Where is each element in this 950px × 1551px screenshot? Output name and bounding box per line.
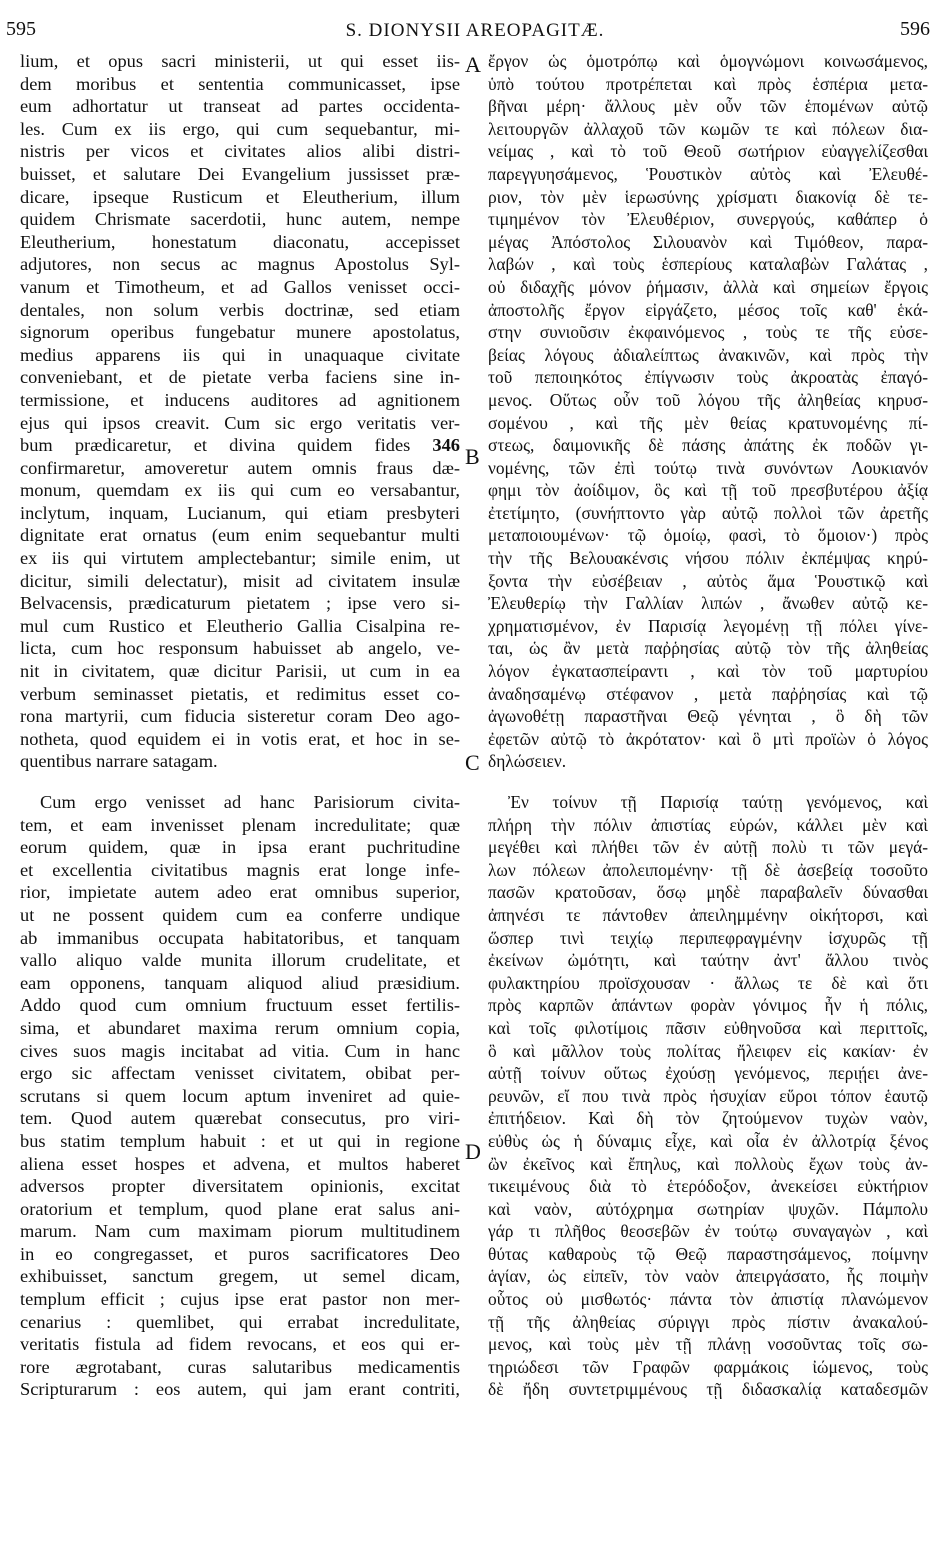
text-line: καὶ ναὸν, αὐτόχρημα σωτηρίαν ψυχῶν. Πάμπολυ bbox=[488, 1198, 928, 1219]
text-line: nit in civitatem, quæ dicitur Parisii, ut cum in ea bbox=[20, 661, 460, 682]
margin-letter-a: A bbox=[465, 52, 481, 77]
text-line: ut ne possent quidem cum ea conferre undique bbox=[20, 904, 460, 925]
text-line: μενος, καὶ τοὺς μὲν τῇ πλάνῃ νοσοῦντας τοῖς σω- bbox=[488, 1334, 928, 1355]
text-line: ὃ καὶ μᾶλλον τοὺς πολίτας ἤλειφεν εἰς κακίαν· ἐν bbox=[488, 1040, 928, 1061]
text-line: templum efficit ; cujus ipse erat pastor non mer- bbox=[20, 1289, 460, 1310]
text-line: lium, et opus sacri ministerii, ut qui esset iis- bbox=[20, 51, 460, 71]
latin-paragraph-2 bbox=[20, 791, 460, 1401]
text-line: ριον, τὸν μὲν ἱερωσύνης χρίσματι διακονίᾳ δὲ τε- bbox=[488, 186, 928, 207]
text-line: ται, ὡς ἂν μετὰ παῤῥησίας αὐτῷ τὸν τῆς ἀληθείας bbox=[488, 638, 928, 659]
text-line: πλήρη τὴν πόλιν ἀπιστίας εὑρών, κάλλει μὲν καὶ bbox=[488, 814, 928, 835]
text-line: ρευνῶν, εἴ που τινὰ πρὸς ἡσυχίαν εὕροι τόπον ἑαυτῷ bbox=[488, 1085, 928, 1106]
text-line: παρεγγυησάμενος, Ῥουστικὸν αὐτὸς καὶ Ἐλευθέ- bbox=[488, 163, 928, 184]
text-line: rior, impietate autem adeo erat omnibus superior, bbox=[20, 882, 460, 903]
greek-column bbox=[488, 50, 928, 1401]
text-line: ex iis qui virtutem amplectebantur; simile enim, ut bbox=[20, 548, 460, 569]
text-line: rona martyrii, cum fiducia sisteretur coram Deo ago- bbox=[20, 706, 460, 727]
text-line: eum adhortatur ut transeat ad partes occidenta- bbox=[20, 96, 460, 117]
text-line: adjutores, non secus ac magnus Apostolus Syl- bbox=[20, 254, 460, 275]
text-line: μέγας Ἀπόστολος Σιλουανὸν καὶ Τιμόθεον, παρα- bbox=[488, 231, 928, 252]
text-line: ἁγίαν, ὡς εἰπεῖν, τὸν ναὸν ἀπειργάσατο, ἧς ποιμὴν bbox=[488, 1266, 928, 1287]
text-line: ὥσπερ τινὶ τειχίῳ περιπεφραγμένην ἰσχυρῶς τῇ bbox=[488, 927, 928, 948]
text-line: ἀποστολῆς ἔργον εἰργάζετο, μέσος τοῖς καθ' ἑκά- bbox=[488, 299, 928, 320]
text-line: signorum operibus fungebatur munere apostolatus, bbox=[20, 322, 460, 343]
text-line: αὐτῇ τοίνυν οὕτως ἐχούσῃ γενόμενος, περιῄει ἀνε- bbox=[488, 1063, 928, 1084]
text-line: quentibus narrare satagam. bbox=[20, 751, 218, 772]
text-line: ergo sic affectam venisset civitatem, obibat per- bbox=[20, 1063, 460, 1084]
text-line: nistris per vicos et civitates alios alibi distri- bbox=[20, 141, 460, 162]
text-line: sima, et abundaret maxima rerum omnium copia, bbox=[20, 1017, 460, 1038]
text-line: ὑπὸ τούτου προτρέπεται καὶ πρὸς ἑσπέρια μετα- bbox=[488, 73, 928, 94]
text-line: Addo quod cum omnium fructuum esset fertilis- bbox=[20, 995, 460, 1016]
text-line: adversos propter diversitatem opinionis, excitat bbox=[20, 1176, 460, 1197]
text-line: ἐτετίμητο, (συνήπτοντο γὰρ αὐτῷ πολλοὶ τῶν ἀρετῆς bbox=[488, 502, 928, 523]
text-line: Ἐν τοίνυν τῇ Παρισίᾳ ταύτῃ γενόμενος, καὶ bbox=[508, 792, 928, 812]
text-line: Scripturarum : eos autem, qui jam erant contriti, bbox=[20, 1379, 460, 1400]
text-line: tem, et eam invenisset plenam incredulitate; quæ bbox=[20, 814, 460, 835]
text-line: buisset, et salutare Dei Evangelium jussisset præ- bbox=[20, 163, 460, 184]
text-line: στην συνιοῦσιν ἐκφαινόμενος , τοὺς τε τῆς εὐσε- bbox=[488, 322, 928, 343]
text-line: σομένου , καὶ τῆς μὲν θείας κρατυνομένης πί- bbox=[488, 412, 928, 433]
text-line: conveniebant, et de pietate verba faciens sine in- bbox=[20, 367, 460, 388]
text-line: τῇ τῆς ἀληθείας σύριγγι πρὸς πίστιν ἀνακαλού- bbox=[488, 1311, 928, 1332]
text-line: vallo aliquo valde munita illorum crudelitate, et bbox=[20, 950, 460, 971]
text-line: λειτουργῶν ἀλλαχοῦ τῶν κωμῶν τε καὶ πόλεων δια- bbox=[488, 118, 928, 139]
text-line: πρὸς καρπῶν ἁπάντων φορὰν γόνιμος ἦν ἡ πόλις, bbox=[488, 995, 928, 1016]
text-line: δηλώσειεν. bbox=[488, 751, 567, 772]
text-line: μεγέθει καὶ πλήθει τῶν ἐν αὐτῇ πολὺ τι τῶν μεγά- bbox=[488, 837, 928, 858]
text-line: Cum ergo venisset ad hanc Parisiorum civita- bbox=[40, 792, 460, 812]
text-line: δὲ ἤδη συντετριμμένους τῇ διδασκαλίᾳ καταδεσμῶν bbox=[488, 1379, 928, 1400]
text-line: καὶ τοῖς φιλοτίμοις πᾶσιν εὐθηνοῦσα καὶ περιττοῖς, bbox=[488, 1017, 928, 1038]
margin-letter-c: C bbox=[465, 750, 480, 775]
text-line: notheta, quod equidem ei in votis erat, et hoc in se- bbox=[20, 728, 460, 749]
text-line: licta, cum hoc responsum habuisset ab angelo, ve- bbox=[20, 638, 460, 659]
text-line: νομένης, τῶν ἐπὶ τούτῳ τινὰ συνόντων Λουκιανόν bbox=[488, 457, 928, 478]
margin-letter-b: B bbox=[465, 444, 480, 469]
text-line: Ἐλευθερίῳ τὴν Γαλλίαν λιπών , ἄνωθεν αὐτῷ κε- bbox=[488, 593, 928, 614]
text-line: vanum et Timotheum, et ad Gallos venisset occi- bbox=[20, 276, 460, 297]
page-number-right: 596 bbox=[900, 18, 930, 40]
text-line: ἐφετῶν αὐτῷ τὸ ἀκρότατον· καὶ ὃ μτὶ προϊὼν ὁ λόγος bbox=[488, 728, 928, 749]
text-line: νείμας , καὶ τὸ τοῦ Θεοῦ σωτήριον εὐαγγελίζεσθαι bbox=[488, 141, 928, 162]
latin-column bbox=[20, 50, 460, 1401]
text-line: bum prædicaretur, et divina quidem fides 346 bbox=[20, 435, 460, 456]
text-line: cives suos magis incitabat ad vitia. Cum in hanc bbox=[20, 1040, 460, 1061]
text-line: eam opponens, tanquam aliquod aliud præsidium. bbox=[20, 972, 460, 993]
text-line: τικειμένους διὰ τὸ ἑτερόδοξον, ἀνεκείσει εὐκτήριον bbox=[488, 1176, 928, 1197]
text-line: Eleutherium, honestatum diaconatu, accepisset bbox=[20, 231, 460, 252]
text-line: marum. Nam cum maximam piorum multitudinem bbox=[20, 1221, 460, 1242]
text-line: ἐπιτήδειον. Καὶ δὴ τὸν ζητούμενον τυχὼν ναὸν, bbox=[488, 1108, 928, 1129]
text-line: λαβών , καὶ τοὺς ἑσπερίους καταλαβὼν Γαλάτας , bbox=[488, 254, 928, 275]
text-line: μεταποιουμένων· τῷ ὁμοίῳ, φασὶ, τὸ ὅμοιον·) πρὸς bbox=[488, 525, 928, 546]
text-line: dentales, non solum verbis doctrinæ, sed etiam bbox=[20, 299, 460, 320]
column-marker-346: 346 bbox=[410, 435, 460, 456]
text-line: eorum quidem, quæ in ipsa erant puchritudine bbox=[20, 837, 460, 858]
latin-paragraph-1 bbox=[20, 50, 460, 773]
text-line: χρηματισμένον, ἐν Παρισίᾳ λεγομένῃ τῇ πόλει γίνε- bbox=[488, 615, 928, 636]
text-line: medius apparens iis qui in unaquaque civitate bbox=[20, 344, 460, 365]
text-line: monum, quemdam ex iis qui cum eo versabantur, bbox=[20, 480, 460, 501]
text-line: ὢν ἐκεῖνος καὶ ἔπηλυς, καὶ πολλοὺς ἔχων τοὺς ἀν- bbox=[488, 1153, 928, 1174]
text-line: cenarius : quemlibet, qui errabat incredulitate, bbox=[20, 1311, 460, 1332]
text-line: φυλακτηρίου προϊσχουσαν · ἄλλως τε δὲ καὶ ὅτι bbox=[488, 972, 928, 993]
text-line: tem. Quod autem quærebat consecutus, pro viri- bbox=[20, 1108, 460, 1129]
text-line: τηριώδεσι τῶν Γραφῶν φαρμάκοις ἰώμενος, τοὺς bbox=[488, 1356, 928, 1377]
text-line: rore ægrotabant, curas salutaribus medicamentis bbox=[20, 1356, 460, 1377]
running-title: S. DIONYSII AREOPAGITÆ. bbox=[345, 20, 605, 41]
greek-paragraph-1 bbox=[488, 50, 928, 773]
text-line: mul cum Rustico et Eleutherio Gallia Cisalpina re- bbox=[20, 615, 460, 636]
text-line: φημι τὸν ἀοίδιμον, ὃς καὶ τῇ τοῦ πρεσβυτέρου ἀξίᾳ bbox=[488, 480, 928, 501]
text-line: ἀναδησαμένῳ στέφανον , μετὰ παῤῥησίας καὶ τῷ bbox=[488, 683, 928, 704]
page-number-left: 595 bbox=[6, 18, 36, 40]
greek-paragraph-2 bbox=[488, 791, 928, 1401]
text-line: ἔργον ὡς ὁμοτρόπῳ καὶ ὁμογνώμονι κοινωσάμενος, bbox=[488, 51, 928, 71]
text-line: πασῶν κρατοῦσαν, ὅσῳ μηδὲ παραβαλεῖν δύνασθαι bbox=[488, 882, 928, 903]
text-line: οὐ διδαχῆς μόνον ῥήμασιν, ἀλλὰ καὶ σημείων ἔργοις bbox=[488, 276, 928, 297]
text-line: les. Cum ex iis ergo, qui cum sequebantur, mi- bbox=[20, 118, 460, 139]
text-line: λόγον ἐγκατασπείραντι , καὶ τὸν τοῦ μαρτυρίου bbox=[488, 661, 928, 682]
text-line: βείας λόγους ἀδιαλείπτως ἀνακινῶν, καὶ πρὸς τὴν bbox=[488, 344, 928, 365]
text-line: ab immanibus occupata habitatoribus, et tanquam bbox=[20, 927, 460, 948]
text-line: ἐκείνων ὠμότητι, καὶ ταύτην ἀντ' ἄλλου τινὸς bbox=[488, 950, 928, 971]
text-line: veritatis fistula ad fidem revocans, et eos qui er- bbox=[20, 1334, 460, 1355]
text-line: γάρ τι πλῆθος θεοσεβῶν ἐν τούτῳ συναγαγὼν , καὶ bbox=[488, 1221, 928, 1242]
text-line: οὗτος οὐ μισθωτός· πάντα τὸν ἀπιστίᾳ πλανώμενον bbox=[488, 1289, 928, 1310]
text-line: dignitate erat ornatus (eum enim sequebantur multi bbox=[20, 525, 460, 546]
text-line: exhibuisset, sanctum gregem, ut semel dicam, bbox=[20, 1266, 460, 1287]
text-line: εὐθὺς ὡς ἡ δύναμις εἶχε, καὶ οἷα ἐν ἀλλοτρίᾳ ξένος bbox=[488, 1130, 928, 1151]
text-line: confirmaretur, amoveretur autem omnis fraus dæ- bbox=[20, 457, 460, 478]
text-line: oratorium et templum, quod plane erat salus ani- bbox=[20, 1198, 460, 1219]
text-line: τὴν τῆς Βελουακένσις νήσου πόλιν ἐκπέμψας κηρύ- bbox=[488, 548, 928, 569]
text-line: ἀγωνοθέτῃ παραστῆναι Θεῷ γένηται , ὃ δὴ τῶν bbox=[488, 706, 928, 727]
text-line: inclytum, inquam, Lucianum, qui etiam presbyteri bbox=[20, 502, 460, 523]
text-line: quidem Chrismate sacerdotii, hunc autem, nempe bbox=[20, 209, 460, 230]
text-line: λων πόλεων ἀπολειπομένην· τῇ δὲ ἀσεβείᾳ τοσοῦτο bbox=[488, 859, 928, 880]
text-line: in eo congregasset, et puros sacrificatores Deo bbox=[20, 1243, 460, 1264]
text-line: ἀπηνέσι τε πάντοθεν ἀπειλημμένην οἰκήτορσι, καὶ bbox=[488, 904, 928, 925]
text-line: bus statim templum habuit : et ut qui in regione bbox=[20, 1130, 460, 1151]
text-line: dem moribus et sententia communicasset, ipse bbox=[20, 73, 460, 94]
text-line: dicare, ipseque Rusticum et Eleutherium, illum bbox=[20, 186, 460, 207]
text-line: verbum seminasset pietatis, et redimitus esset co- bbox=[20, 683, 460, 704]
margin-letter-d: D bbox=[465, 1139, 481, 1164]
text-line: θύτας καθαροὺς τῷ Θεῷ παραστησάμενος, ποίμνην bbox=[488, 1243, 928, 1264]
text-line: scrutans si quem locum aptum inveniret ad quie- bbox=[20, 1085, 460, 1106]
text-line: et excellentia civitatibus magnis erat longe infe- bbox=[20, 859, 460, 880]
text-line: Belvacensis, prædicaturum pietatem ; ipse vero si- bbox=[20, 593, 460, 614]
text-line: τοῦ πεποιηκότος ἐπίγνωσιν τοὺς ἀκροατὰς ἐπαγό- bbox=[488, 367, 928, 388]
text-line: μενος. Οὕτως οὖν τοῦ λόγου τῆς ἀληθείας κηρυσ- bbox=[488, 389, 928, 410]
text-line: dicitur, simili delectatur), misit ad civitatem insulæ bbox=[20, 570, 460, 591]
text-line: τιμημένον τὸν Ἐλευθέριον, συνεργούς, καθάπερ ὁ bbox=[488, 209, 928, 230]
page-header bbox=[0, 18, 950, 46]
text-line: στεως, δαιμονικῆς δὲ πάσης ἀπάτης ἐκ ποδῶν γι- bbox=[488, 435, 928, 456]
text-line: βῆναι μέρη· ἄλλους μὲν οὖν τῶν ἑπομένων αὐτῷ bbox=[488, 96, 928, 117]
text-line: ejus qui ipsos creavit. Cum sic ergo veritatis ver- bbox=[20, 412, 460, 433]
text-line: ξοντα τὴν εὐσέβειαν , αὐτὸς ἅμα Ῥουστικῷ καὶ bbox=[488, 570, 928, 591]
text-line: termissione, et inducens auditores ad agnitionem bbox=[20, 389, 460, 410]
text-line: aliena esset hospes et advena, et multos haberet bbox=[20, 1153, 460, 1174]
